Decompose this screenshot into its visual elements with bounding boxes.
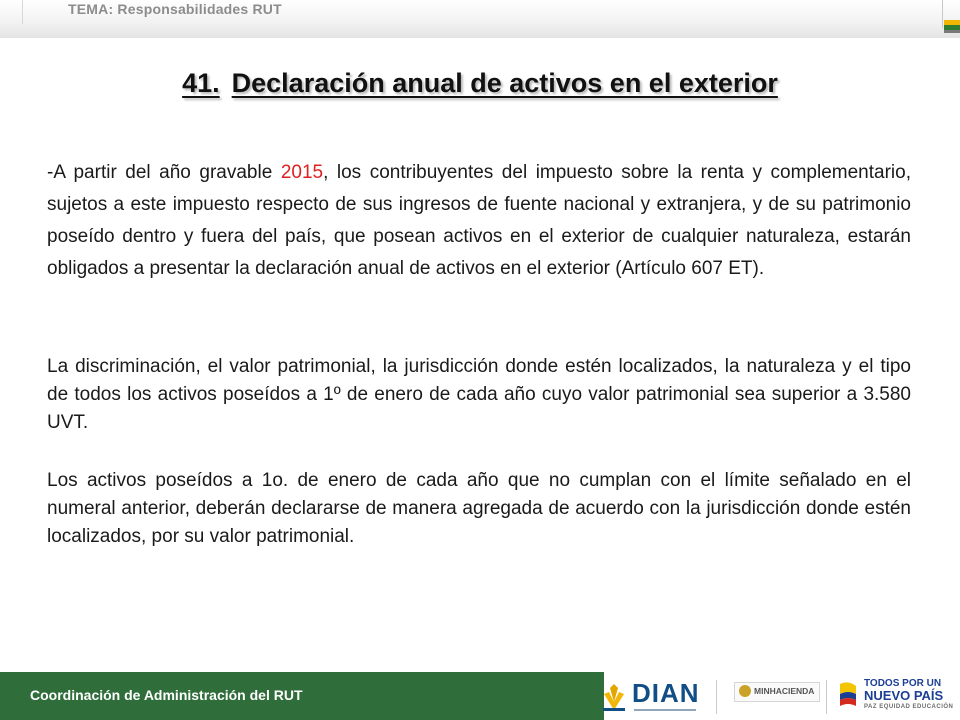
paragraph-2: La discriminación, el valor patrimonial, la jurisdicción donde estén localizados, la naturaleza y el tipo de todos los activos poseídos a 1º de enero de cada año cuyo valor patrimonial sea superior a 3.580 UVT.	[47, 356, 911, 433]
paragraph-1-rest: , los contribuyentes del impuesto sobre la renta y complementario, sujetos a este impuesto respecto de sus ingresos de fuente nacional y extranjera, y de su patrimonio poseído dentro y fuera del país, que posean activos en el exterior de cualquier naturaleza, estarán obligados a presentar la declaración anual de activos en el exterior (Artículo 607 ET).	[47, 162, 911, 279]
slogan-line-1: TODOS POR UN	[864, 678, 942, 689]
minhacienda-label: MINHACIENDA	[754, 686, 815, 696]
footer-separator	[826, 680, 827, 714]
footer	[0, 672, 960, 720]
flag-stripe-gray	[944, 30, 960, 33]
paragraph-1	[47, 157, 911, 285]
footer-label: Coordinación de Administración del RUT	[30, 687, 303, 703]
footer-separator	[716, 680, 717, 714]
header-bar	[0, 0, 960, 38]
slogan-line-3: PAZ EQUIDAD EDUCACIÓN	[864, 704, 954, 710]
title-number: 41.	[182, 68, 220, 98]
dian-logo-subline	[634, 709, 696, 711]
dian-logo: DIAN	[632, 678, 700, 708]
paragraph-3: Los activos poseídos a 1o. de enero de cada año que no cumplan con el límite señalado en el numeral anterior, deberán declararse de manera agregada de acuerdo con la jurisdicción donde estén localizados, por su valor patrimonial.	[47, 470, 911, 547]
page-title	[0, 68, 960, 99]
footer-banner	[0, 672, 604, 720]
dian-emblem-icon	[600, 682, 628, 712]
header-divider-right	[942, 0, 943, 28]
topic-label: TEMA: Responsabilidades RUT	[68, 1, 282, 17]
minhacienda-logo	[734, 682, 820, 702]
minhacienda-crest-icon	[739, 685, 751, 697]
colombia-flag-icon	[836, 680, 860, 714]
title-text: Declaración anual de activos en el exterior	[231, 68, 778, 98]
highlighted-year: 2015	[280, 162, 324, 183]
slogan-logo	[864, 678, 953, 711]
paragraph-1-start: -A partir del año gravable	[47, 162, 281, 183]
slogan-line-2: NUEVO PAÍS	[864, 688, 944, 703]
header-divider	[22, 0, 23, 24]
